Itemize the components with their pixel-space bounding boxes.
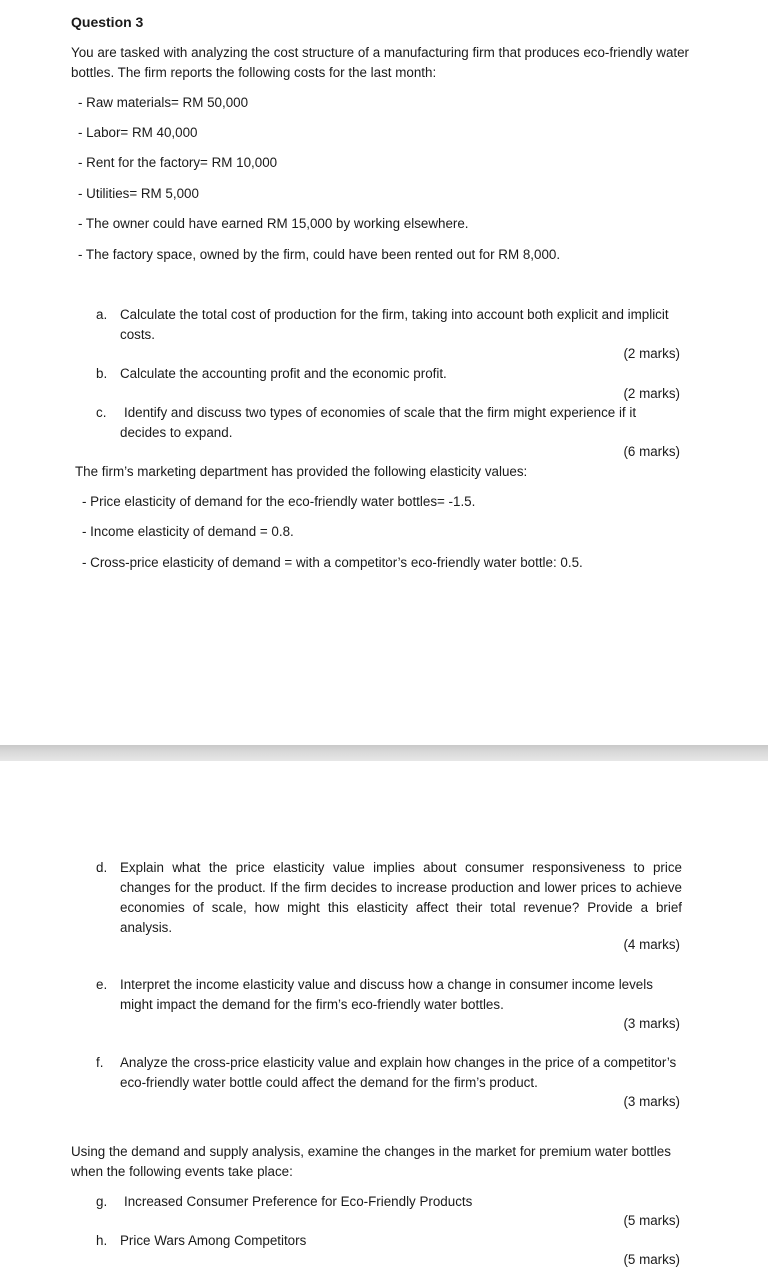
cost-item: - Utilities= RM 5,000 [78,186,199,201]
intro-paragraph: You are tasked with analyzing the cost structure of a manufacturing firm that produces eco-friendly water bottles. The firm reports the following costs for the last month: [71,45,690,80]
question-text: Interpret the income elasticity value and discuss how a change in consumer income levels might impact the demand for the firm’s eco-friendly water bottles. [120,977,653,1012]
marks-label: (4 marks) [623,937,680,952]
question-text: Increased Consumer Preference for Eco-Friendly Products [124,1194,473,1209]
marks-label: (3 marks) [623,1094,680,1109]
cost-item: - Raw materials= RM 50,000 [78,95,249,110]
page-separator [0,745,768,761]
cost-item: - The factory space, owned by the firm, could have been rented out for RM 8,000. [78,247,561,262]
question-letter: c. [96,405,107,420]
question-letter: e. [96,977,108,992]
marks-label: (2 marks) [623,386,680,401]
question-letter: f. [96,1055,104,1070]
marks-label: (5 marks) [623,1252,680,1267]
question-title: Question 3 [71,14,144,30]
marks-label: (3 marks) [623,1016,680,1031]
market-intro: Using the demand and supply analysis, examine the changes in the market for premium water bottles when the following events take place: [71,1144,671,1179]
question-letter: d. [96,860,108,875]
elasticity-item: - Price elasticity of demand for the eco-friendly water bottles= -1.5. [82,494,476,509]
question-text: Price Wars Among Competitors [120,1233,307,1248]
question-letter: h. [96,1233,108,1248]
question-text: Analyze the cross-price elasticity value and explain how changes in the price of a competitor’s eco-friendly water bottle could affect the demand for the firm’s product. [120,1055,677,1090]
elasticity-intro: The firm’s marketing department has provided the following elasticity values: [75,464,528,479]
elasticity-item: - Cross-price elasticity of demand = with a competitor’s eco-friendly water bottle: 0.5. [82,555,583,570]
question-letter: b. [96,366,108,381]
question-letter: a. [96,307,108,322]
marks-label: (2 marks) [623,346,680,361]
question-letter: g. [96,1194,108,1209]
cost-item: - Rent for the factory= RM 10,000 [78,155,278,170]
question-text: Calculate the total cost of production for the firm, taking into account both explicit and implicit costs. [120,307,669,342]
cost-item: - The owner could have earned RM 15,000 by working elsewhere. [78,216,469,231]
marks-label: (5 marks) [623,1213,680,1228]
question-text: Explain what the price elasticity value implies about consumer responsiveness to price changes for the product. If the firm decides to increase production and lower prices to achieve economies of scale, how might this elasticity affect their total revenue? Provide a brief analysis. [120,860,682,935]
cost-item: - Labor= RM 40,000 [78,125,198,140]
question-text: Calculate the accounting profit and the economic profit. [120,366,447,381]
elasticity-item: - Income elasticity of demand = 0.8. [82,524,294,539]
marks-label: (6 marks) [623,444,680,459]
question-text: Identify and discuss two types of economies of scale that the firm might experience if it decides to expand. [120,405,637,440]
